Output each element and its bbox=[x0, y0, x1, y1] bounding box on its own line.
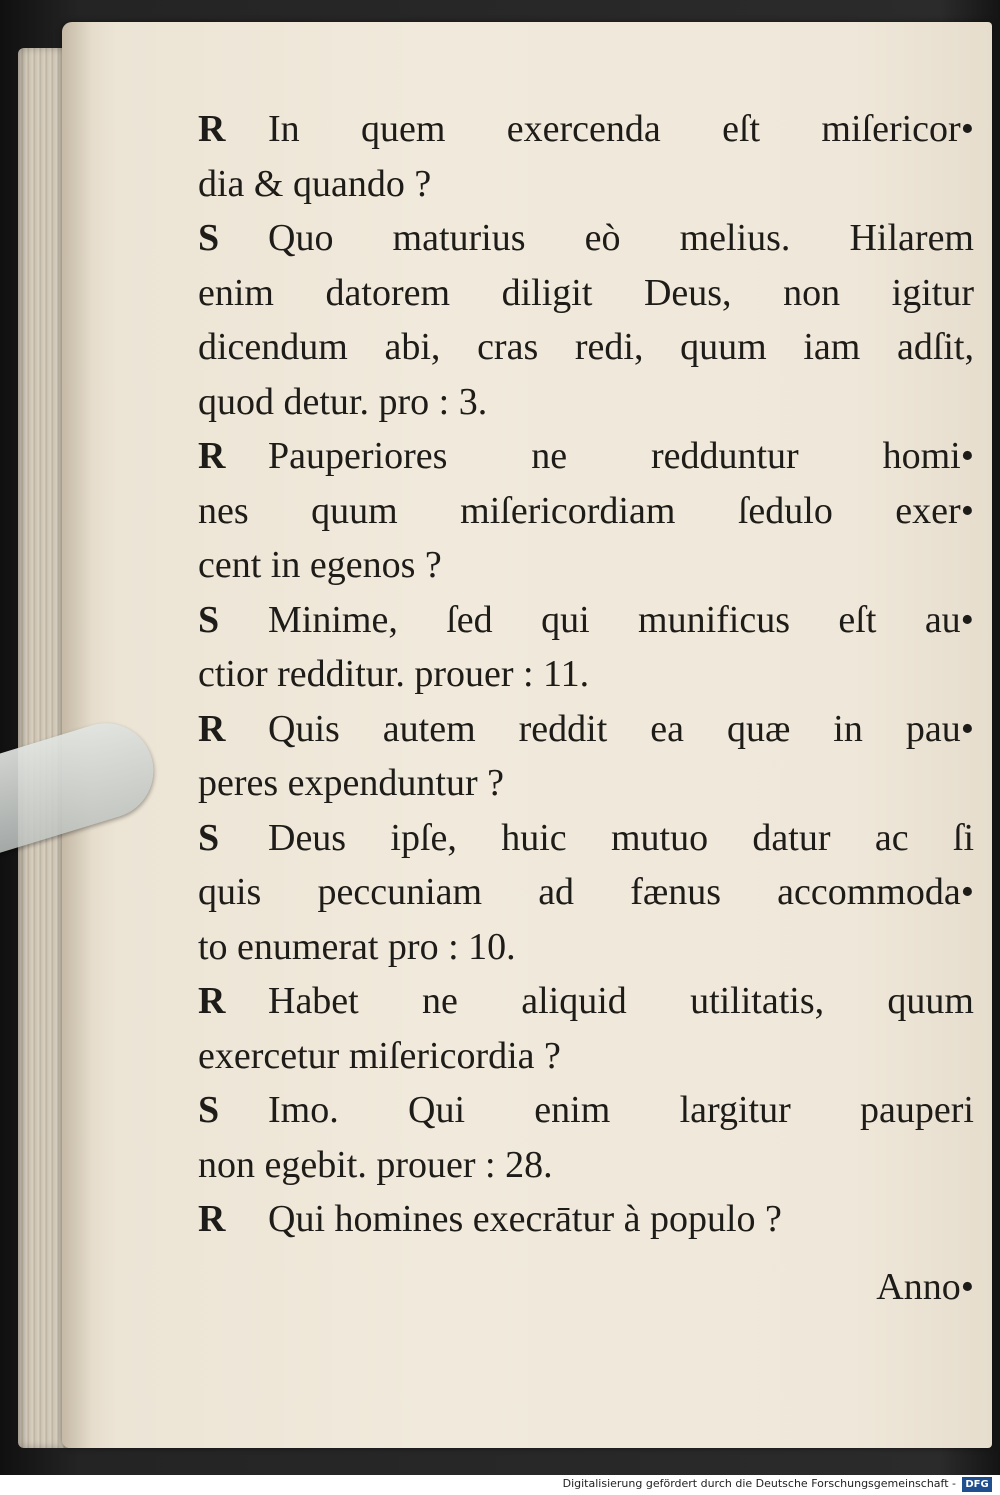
line-text: Deus ipſe, huic mutuo datur ac ſi bbox=[268, 816, 974, 859]
text-line: exercetur miſericordia ? bbox=[198, 1034, 561, 1077]
text-line bbox=[198, 1083, 974, 1138]
speaker-marker: S bbox=[198, 598, 220, 641]
text-line bbox=[198, 1192, 974, 1247]
text-line: quod detur. pro : 3. bbox=[198, 380, 488, 423]
text-line bbox=[198, 211, 974, 266]
line-text: In quem exercenda eſt miſericor• bbox=[268, 108, 974, 150]
line-text: Quis autem reddit ea quæ in pau• bbox=[268, 707, 974, 750]
text-line: enim datorem diligit Deus, non igitur bbox=[198, 271, 974, 314]
text-line: peres expenduntur ? bbox=[198, 762, 504, 804]
line-text: Habet ne aliquid utilitatis, quum bbox=[268, 980, 974, 1022]
text-line bbox=[198, 102, 974, 157]
dialogue-entry bbox=[198, 102, 974, 211]
text-line: cent in egenos ? bbox=[198, 544, 442, 586]
digitization-footer bbox=[0, 1475, 1000, 1495]
speaker-marker: R bbox=[198, 108, 226, 150]
dialogue-entry bbox=[198, 593, 974, 702]
speaker-marker: R bbox=[198, 707, 226, 750]
page-text-block bbox=[198, 102, 974, 1247]
text-line bbox=[198, 702, 974, 757]
text-line: quis peccuniam ad fænus accommoda• bbox=[198, 871, 974, 913]
text-line bbox=[198, 593, 974, 648]
speaker-marker: R bbox=[198, 435, 226, 477]
text-line bbox=[198, 429, 974, 484]
text-line: to enumerat pro : 10. bbox=[198, 925, 516, 968]
speaker-marker: S bbox=[198, 1089, 220, 1131]
text-line bbox=[198, 811, 974, 866]
text-line: dicendum abi, cras redi, quum iam adſit, bbox=[198, 326, 974, 368]
line-text: Qui homines execrātur à populo ? bbox=[268, 1198, 782, 1240]
catchword: Anno• bbox=[876, 1266, 974, 1308]
dialogue-entry bbox=[198, 429, 974, 593]
speaker-marker: S bbox=[198, 816, 220, 859]
text-line: ctior redditur. prouer : 11. bbox=[198, 653, 590, 695]
line-text: Minime, ſed qui munificus eſt au• bbox=[268, 598, 974, 641]
text-line bbox=[198, 974, 974, 1029]
dfg-logo-icon: DFG bbox=[962, 1477, 992, 1492]
text-line: nes quum miſericordiam ſedulo exer• bbox=[198, 489, 974, 532]
dialogue-entry bbox=[198, 211, 974, 429]
speaker-marker: R bbox=[198, 980, 226, 1022]
line-text: Imo. Qui enim largitur pauperi bbox=[268, 1089, 974, 1131]
dialogue-entry bbox=[198, 1192, 974, 1247]
dialogue-entry bbox=[198, 811, 974, 975]
line-text: Pauperiores ne redduntur homi• bbox=[268, 435, 974, 477]
dialogue-entry bbox=[198, 702, 974, 811]
text-line: non egebit. prouer : 28. bbox=[198, 1143, 553, 1186]
line-text: Quo maturius eò melius. Hilarem bbox=[268, 217, 974, 259]
text-line: dia & quando ? bbox=[198, 162, 432, 205]
dialogue-entry bbox=[198, 974, 974, 1083]
footer-credit-text: Digitalisierung gefördert durch die Deutsche Forschungsgemeinschaft - bbox=[562, 1477, 956, 1490]
speaker-marker: R bbox=[198, 1198, 226, 1240]
speaker-marker: S bbox=[198, 217, 220, 259]
dialogue-entry bbox=[198, 1083, 974, 1192]
